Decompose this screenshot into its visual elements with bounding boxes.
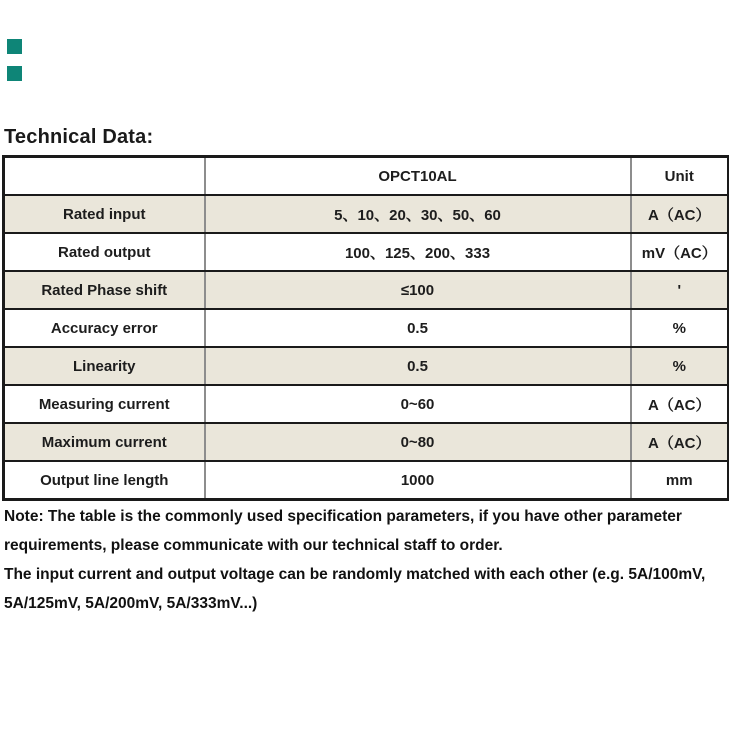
table-row	[4, 271, 729, 309]
row-value: 0.5	[205, 309, 631, 347]
row-unit: A（AC）	[631, 195, 729, 233]
header-model-cell: OPCT10AL	[205, 157, 631, 196]
note-paragraph-1: Note: The table is the commonly used specification parameters, if you have other parameter requirements, please communicate with our technical staff to order.	[4, 508, 682, 554]
row-label: Rated input	[4, 195, 205, 233]
row-label: Maximum current	[4, 423, 205, 461]
row-value: ≤100	[205, 271, 631, 309]
row-unit: '	[631, 271, 729, 309]
row-unit: mV（AC）	[631, 233, 729, 271]
table-row	[4, 385, 729, 423]
table-row	[4, 233, 729, 271]
note-block	[4, 502, 726, 618]
row-label: Rated output	[4, 233, 205, 271]
row-unit: A（AC）	[631, 423, 729, 461]
teal-square-icon	[7, 39, 22, 54]
spec-table	[2, 155, 729, 501]
page-title: Technical Data:	[4, 126, 154, 148]
row-value: 0~80	[205, 423, 631, 461]
table-row	[4, 461, 729, 500]
row-unit: A（AC）	[631, 385, 729, 423]
table-header-row	[4, 157, 729, 196]
header-unit-cell: Unit	[631, 157, 729, 196]
table-row	[4, 347, 729, 385]
header-empty-cell	[4, 157, 205, 196]
table-row	[4, 309, 729, 347]
row-value: 1000	[205, 461, 631, 500]
row-label: Measuring current	[4, 385, 205, 423]
row-unit: %	[631, 347, 729, 385]
table-row	[4, 195, 729, 233]
row-value: 100、125、200、333	[205, 233, 631, 271]
row-label: Rated Phase shift	[4, 271, 205, 309]
row-value: 0.5	[205, 347, 631, 385]
table-row	[4, 423, 729, 461]
row-value: 5、10、20、30、50、60	[205, 195, 631, 233]
teal-square-icon	[7, 66, 22, 81]
note-paragraph-2: The input current and output voltage can be randomly matched with each other (e.g. 5A/100mV, 5A/125mV, 5A/200mV, 5A/333mV...)	[4, 566, 706, 612]
row-unit: %	[631, 309, 729, 347]
row-label: Output line length	[4, 461, 205, 500]
row-label: Accuracy error	[4, 309, 205, 347]
row-value: 0~60	[205, 385, 631, 423]
row-unit: mm	[631, 461, 729, 500]
row-label: Linearity	[4, 347, 205, 385]
